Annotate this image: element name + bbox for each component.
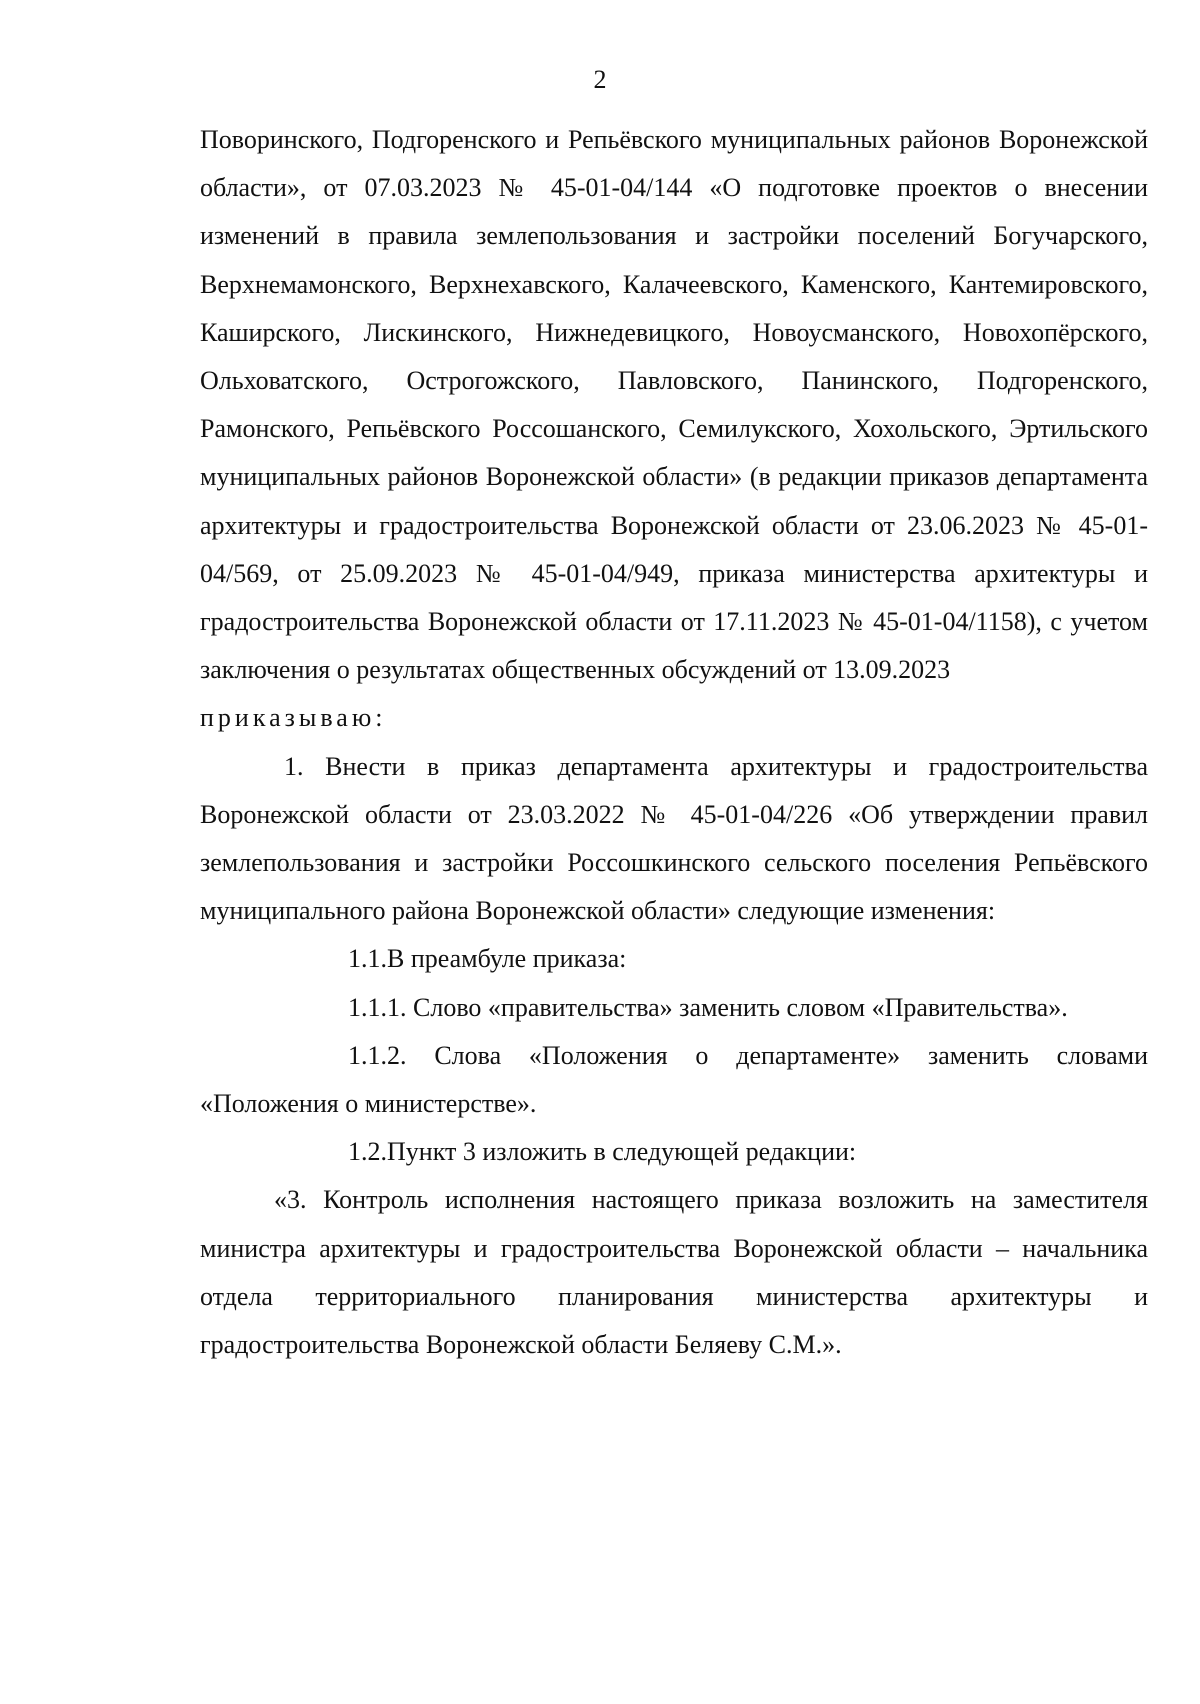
item-1-1-2-text: Слова «Положения о департаменте» заменить словами «Положения о министерстве». [200, 1040, 1148, 1119]
document-body [200, 116, 1148, 1369]
item-1-2-number: 1.2. [348, 1137, 387, 1167]
item-1-1-2-paragraph [200, 1032, 1148, 1128]
item-3-quote-paragraph: «3. Контроль исполнения настоящего приказа возложить на заместителя министра архитектуры и градостроительства Воронежской области – начальника отдела территориального планирования министерства архитектуры и градостроительства Воронежской области Беляеву С.М.». [200, 1185, 1148, 1360]
item-1-paragraph: 1. Внести в приказ департамента архитектуры и градостроительства Воронежской области от 23.03.2022 № 45-01-04/226 «Об утверждении правил землепользования и застройки Россошкинского сельского поселения Репьёвского муниципального района Воронежской области» следующие изменения: [200, 751, 1148, 926]
item-1-1-1-number: 1.1.1. [348, 992, 407, 1022]
item-1-1-1-text: Слово «правительства» заменить словом «Правительства». [413, 992, 1068, 1022]
item-1-2-text: Пункт 3 изложить в следующей редакции: [387, 1137, 857, 1167]
item-1-1-2-number: 1.1.2. [348, 1040, 407, 1070]
page-number: 2 [593, 65, 607, 94]
item-1-1-paragraph [200, 935, 1148, 983]
item-1-1-number: 1.1. [348, 944, 387, 974]
preamble-paragraph: Поворинского, Подгоренского и Репьёвского муниципальных районов Воронежской области», от 07.03.2023 № 45-01-04/144 «О подготовке проектов о внесении изменений в правила землепользования и застройки поселений Богучарского, Верхнемамонского, Верхнехавского, Калачеевского, Каменского, Кантемировского, Каширского, Лискинского, Нижнедевицкого, Новоусманского, Новохопёрского, Ольховатского, Острогожского, Павловского, Панинского, Подгоренского, Рамонского, Репьёвского Россошанского, Семилукского, Хохольского, Эртильского муниципальных районов Воронежской области» (в редакции приказов департамента архитектуры и градостроительства Воронежской области от 23.06.2023 № 45-01-04/569, от 25.09.2023 № 45-01-04/949, приказа министерства архитектуры и градостроительства Воронежской области от 17.11.2023 № 45-01-04/1158), с учетом заключения о результатах общественных обсуждений от 13.09.2023 [200, 125, 1148, 685]
item-1-1-text: В преамбуле приказа: [387, 944, 627, 974]
item-1-1-1-paragraph [200, 984, 1148, 1032]
item-1-2-paragraph [200, 1128, 1148, 1176]
order-word: приказываю: [200, 703, 387, 733]
